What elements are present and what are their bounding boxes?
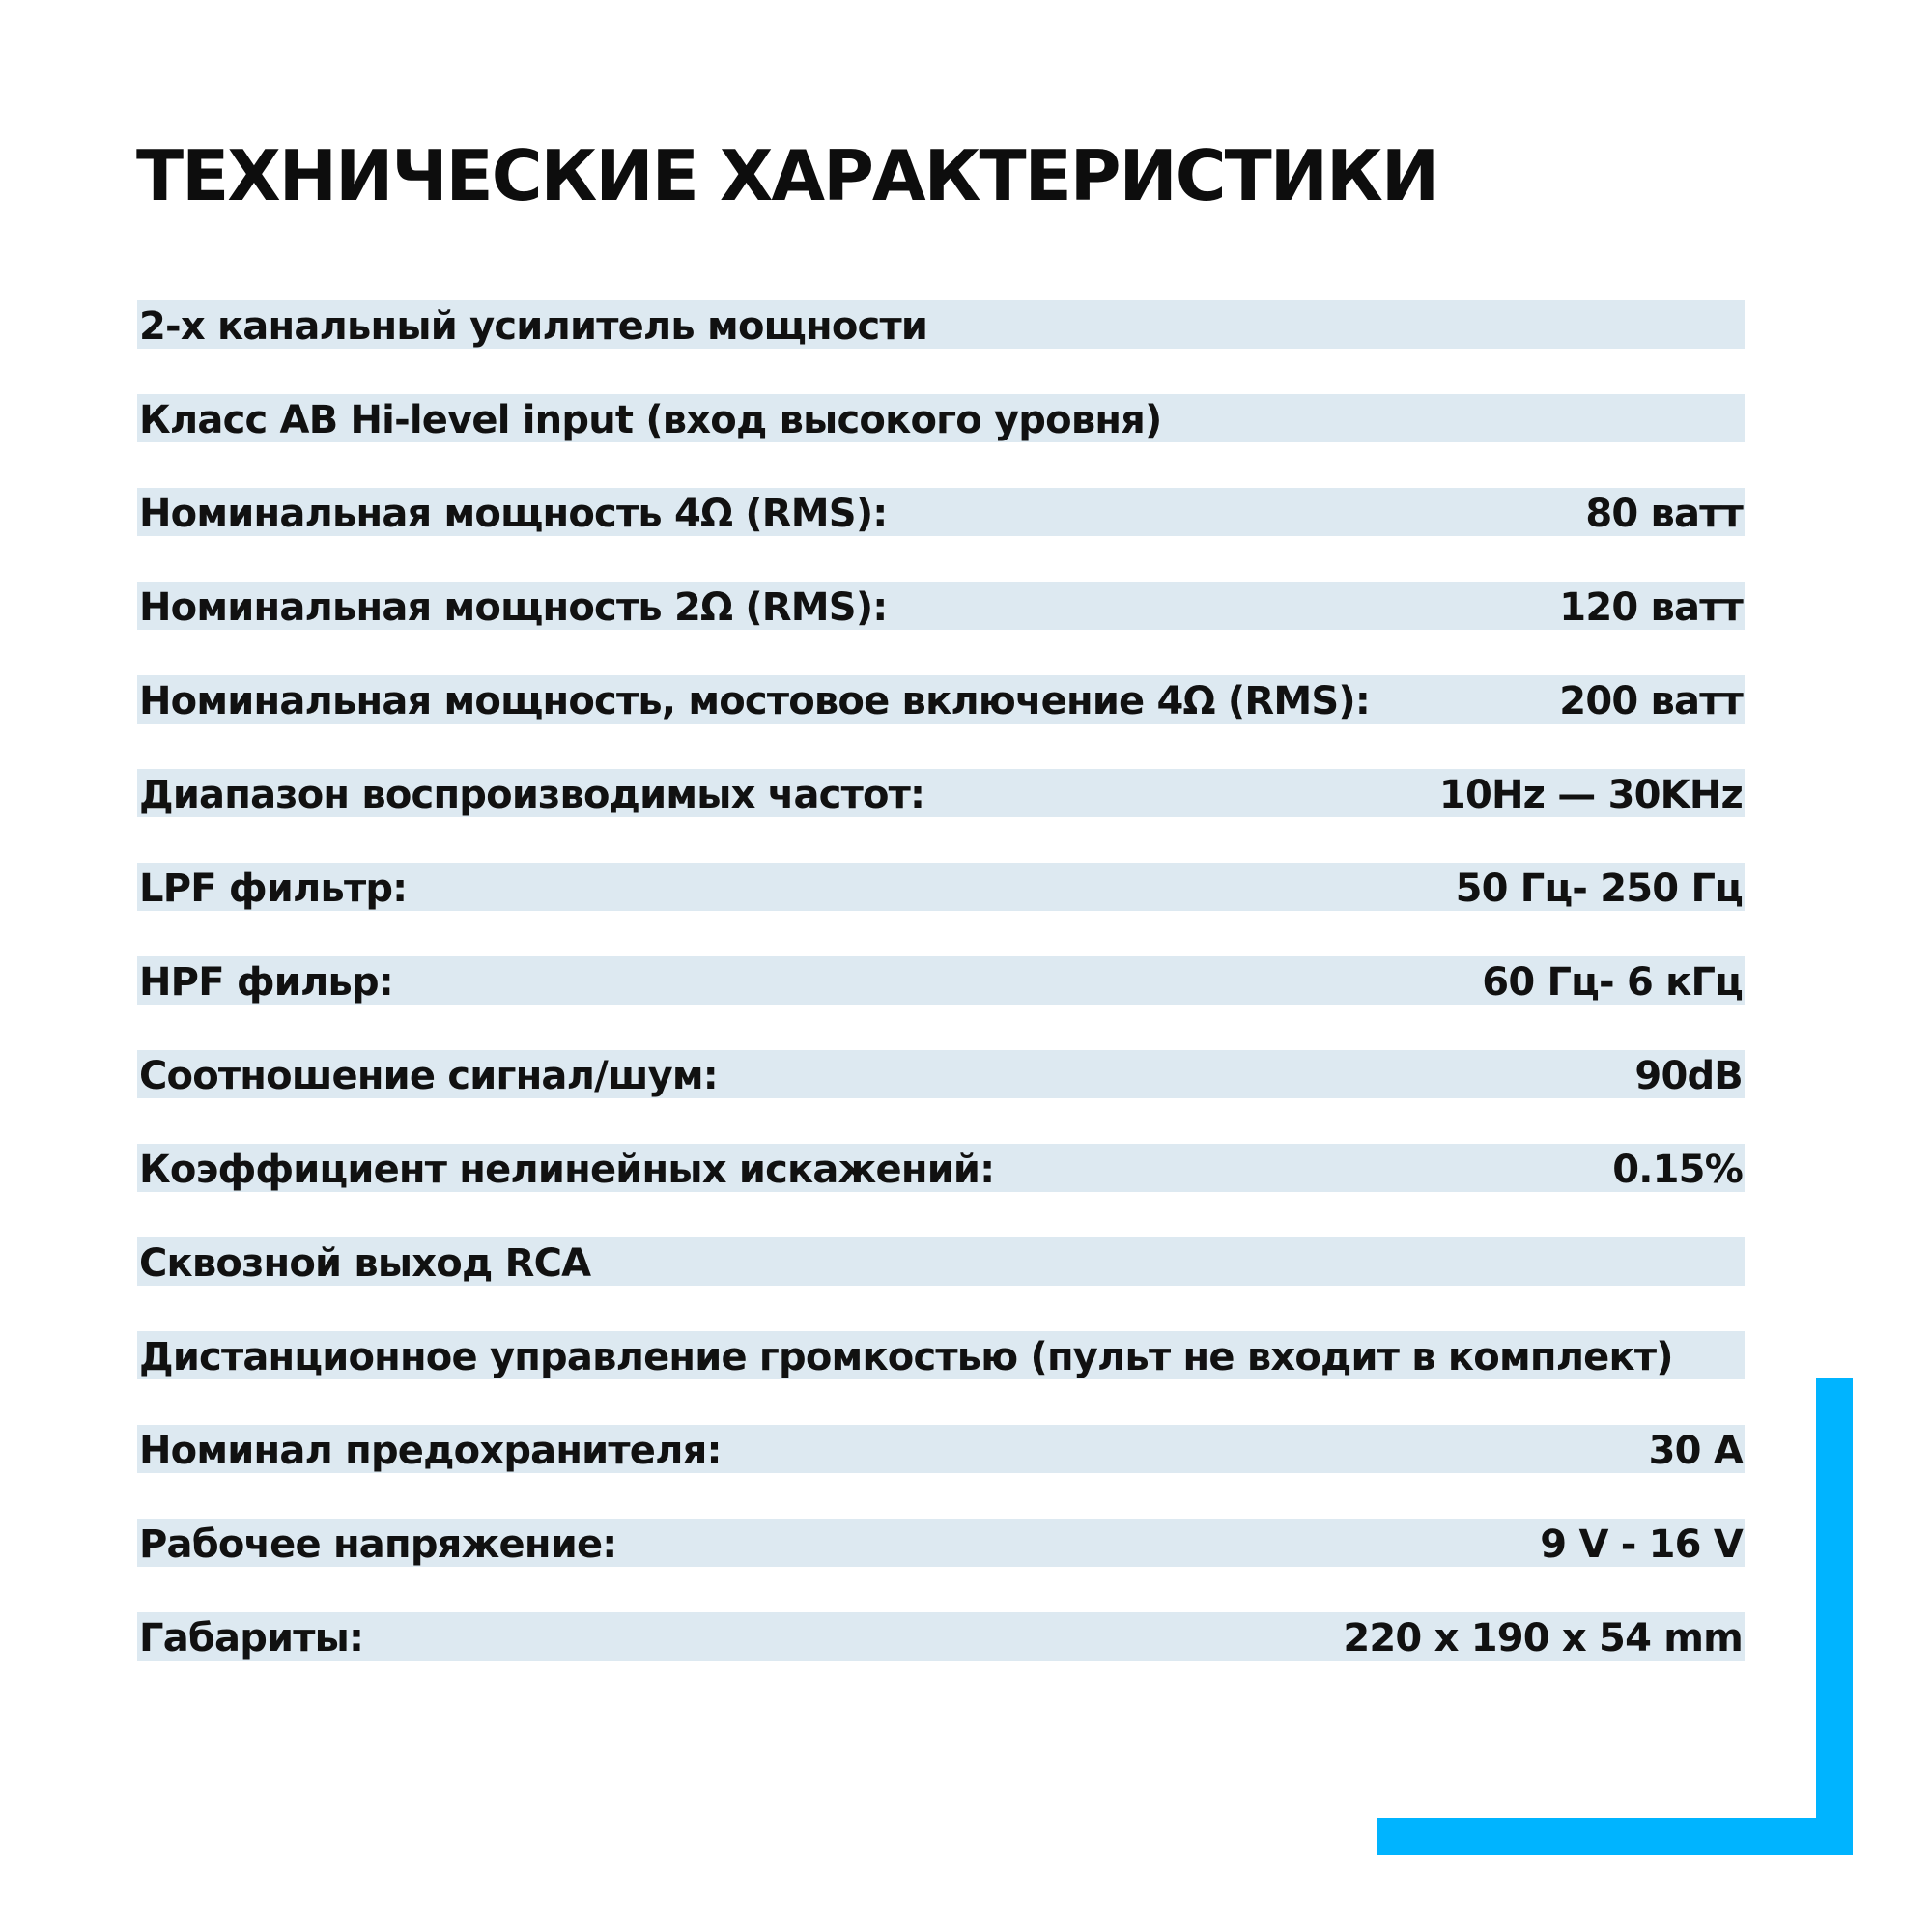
spec-label: 2-х канальный усилитель мощности [139,304,928,349]
spec-row [137,488,1745,536]
spec-row [137,582,1745,630]
corner-accent-horizontal [1377,1818,1853,1855]
spec-label: Диапазон воспроизводимых частот: [139,773,925,817]
page-title: ТЕХНИЧЕСКИЕ ХАРАКТЕРИСТИКИ [136,135,1438,216]
spec-label: Номинальная мощность, мостовое включение 4Ω (RMS): [139,679,1371,724]
spec-value: 220 x 190 x 54 mm [1343,1616,1743,1661]
spec-row [137,300,1745,349]
spec-label: Номинал предохранителя: [139,1429,722,1473]
spec-row [137,1425,1745,1473]
spec-label: Габариты: [139,1616,364,1661]
spec-label: Дистанционное управление громкостью (пульт не входит в комплект) [139,1335,1673,1379]
spec-label: Номинальная мощность 4Ω (RMS): [139,492,888,536]
spec-label: Номинальная мощность 2Ω (RMS): [139,585,888,630]
spec-value: 0.15% [1612,1148,1743,1192]
spec-table [137,300,1745,1706]
spec-value: 120 ватт [1559,585,1743,630]
spec-label: Коэффициент нелинейных искажений: [139,1148,995,1192]
spec-value: 80 ватт [1585,492,1743,536]
spec-value: 90dB [1634,1054,1743,1098]
spec-row [137,1144,1745,1192]
spec-row [137,1331,1745,1379]
spec-value: 10Hz — 30KHz [1438,773,1743,817]
spec-label: HPF фильр: [139,960,393,1005]
spec-label: LPF фильтр: [139,867,408,911]
spec-value: 30 A [1648,1429,1743,1473]
spec-row [137,956,1745,1005]
spec-row [137,1237,1745,1286]
spec-row [137,1519,1745,1567]
spec-label: Класс AB Hi-level input (вход высокого уровня) [139,398,1162,442]
corner-accent-vertical [1816,1378,1853,1855]
spec-value: 60 Гц- 6 кГц [1482,960,1743,1005]
spec-value: 50 Гц- 250 Гц [1455,867,1743,911]
spec-row [137,675,1745,724]
spec-row [137,394,1745,442]
spec-row [137,1050,1745,1098]
spec-label: Рабочее напряжение: [139,1522,617,1567]
spec-value: 9 V - 16 V [1540,1522,1743,1567]
spec-row [137,863,1745,911]
spec-label: Соотношение сигнал/шум: [139,1054,718,1098]
spec-value: 200 ватт [1559,679,1743,724]
spec-row [137,769,1745,817]
spec-label: Сквозной выход RCA [139,1241,591,1286]
spec-row [137,1612,1745,1661]
